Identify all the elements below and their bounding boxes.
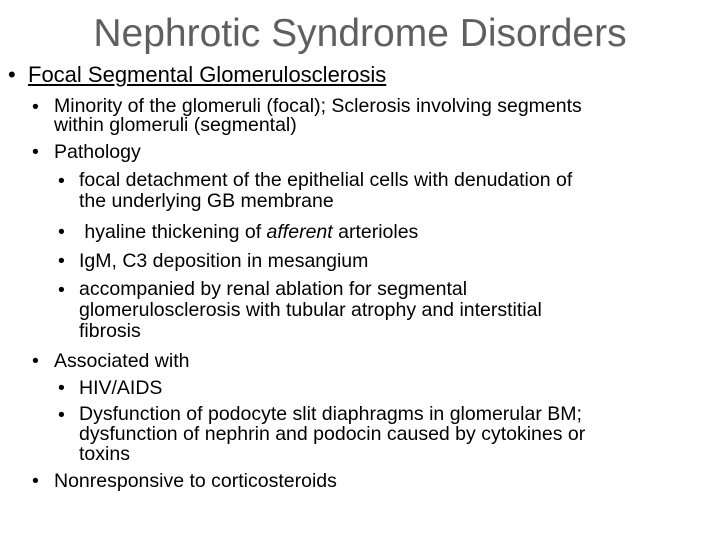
pathology-text: Pathology — [54, 141, 141, 163]
igm-text: IgM, C3 deposition in mesangium — [79, 250, 369, 272]
bullet-icon: • — [58, 377, 65, 399]
bullet-icon: • — [58, 250, 65, 272]
minority-line-1: Minority of the glomeruli (focal); Sclerosis involving segments — [54, 95, 582, 117]
bullet-icon: • — [8, 62, 16, 87]
slide-title: Nephrotic Syndrome Disorders — [93, 12, 627, 55]
dysfunction-line-1: Dysfunction of podocyte slit diaphragms in glomerular BM; — [79, 403, 582, 425]
hyaline-post: arterioles — [332, 221, 419, 243]
associated-text: Associated with — [54, 350, 190, 372]
bullet-icon: • — [58, 279, 65, 301]
minority-line-2: within glomeruli (segmental) — [54, 114, 297, 136]
ablation-line-1: accompanied by renal ablation for segmental — [79, 278, 468, 300]
hyaline-text — [79, 221, 418, 243]
dysfunction-line-3: toxins — [79, 443, 130, 465]
heading-text: Focal Segmental Glomerulosclerosis — [28, 62, 387, 87]
ablation-line-2: glomerulosclerosis with tubular atrophy and interstitial — [79, 299, 542, 321]
bullet-icon: • — [32, 470, 39, 492]
detachment-line-1: focal detachment of the epithelial cells with denudation of — [79, 169, 573, 191]
bullet-icon: • — [32, 141, 39, 163]
bullet-icon: • — [58, 404, 65, 426]
ablation-line-3: fibrosis — [79, 320, 141, 342]
nonresponsive-text: Nonresponsive to corticosteroids — [54, 470, 337, 492]
hiv-text: HIV/AIDS — [79, 377, 163, 399]
detachment-line-2: the underlying GB membrane — [79, 190, 334, 212]
bullet-icon: • — [58, 170, 65, 192]
bullet-icon: • — [32, 96, 39, 118]
bullet-icon: • — [32, 350, 39, 372]
bullet-icon: • — [58, 221, 65, 243]
dysfunction-line-2: dysfunction of nephrin and podocin caused by cytokines or — [79, 423, 586, 445]
hyaline-pre: hyaline thickening of — [79, 221, 267, 243]
hyaline-italic: afferent — [266, 221, 333, 243]
